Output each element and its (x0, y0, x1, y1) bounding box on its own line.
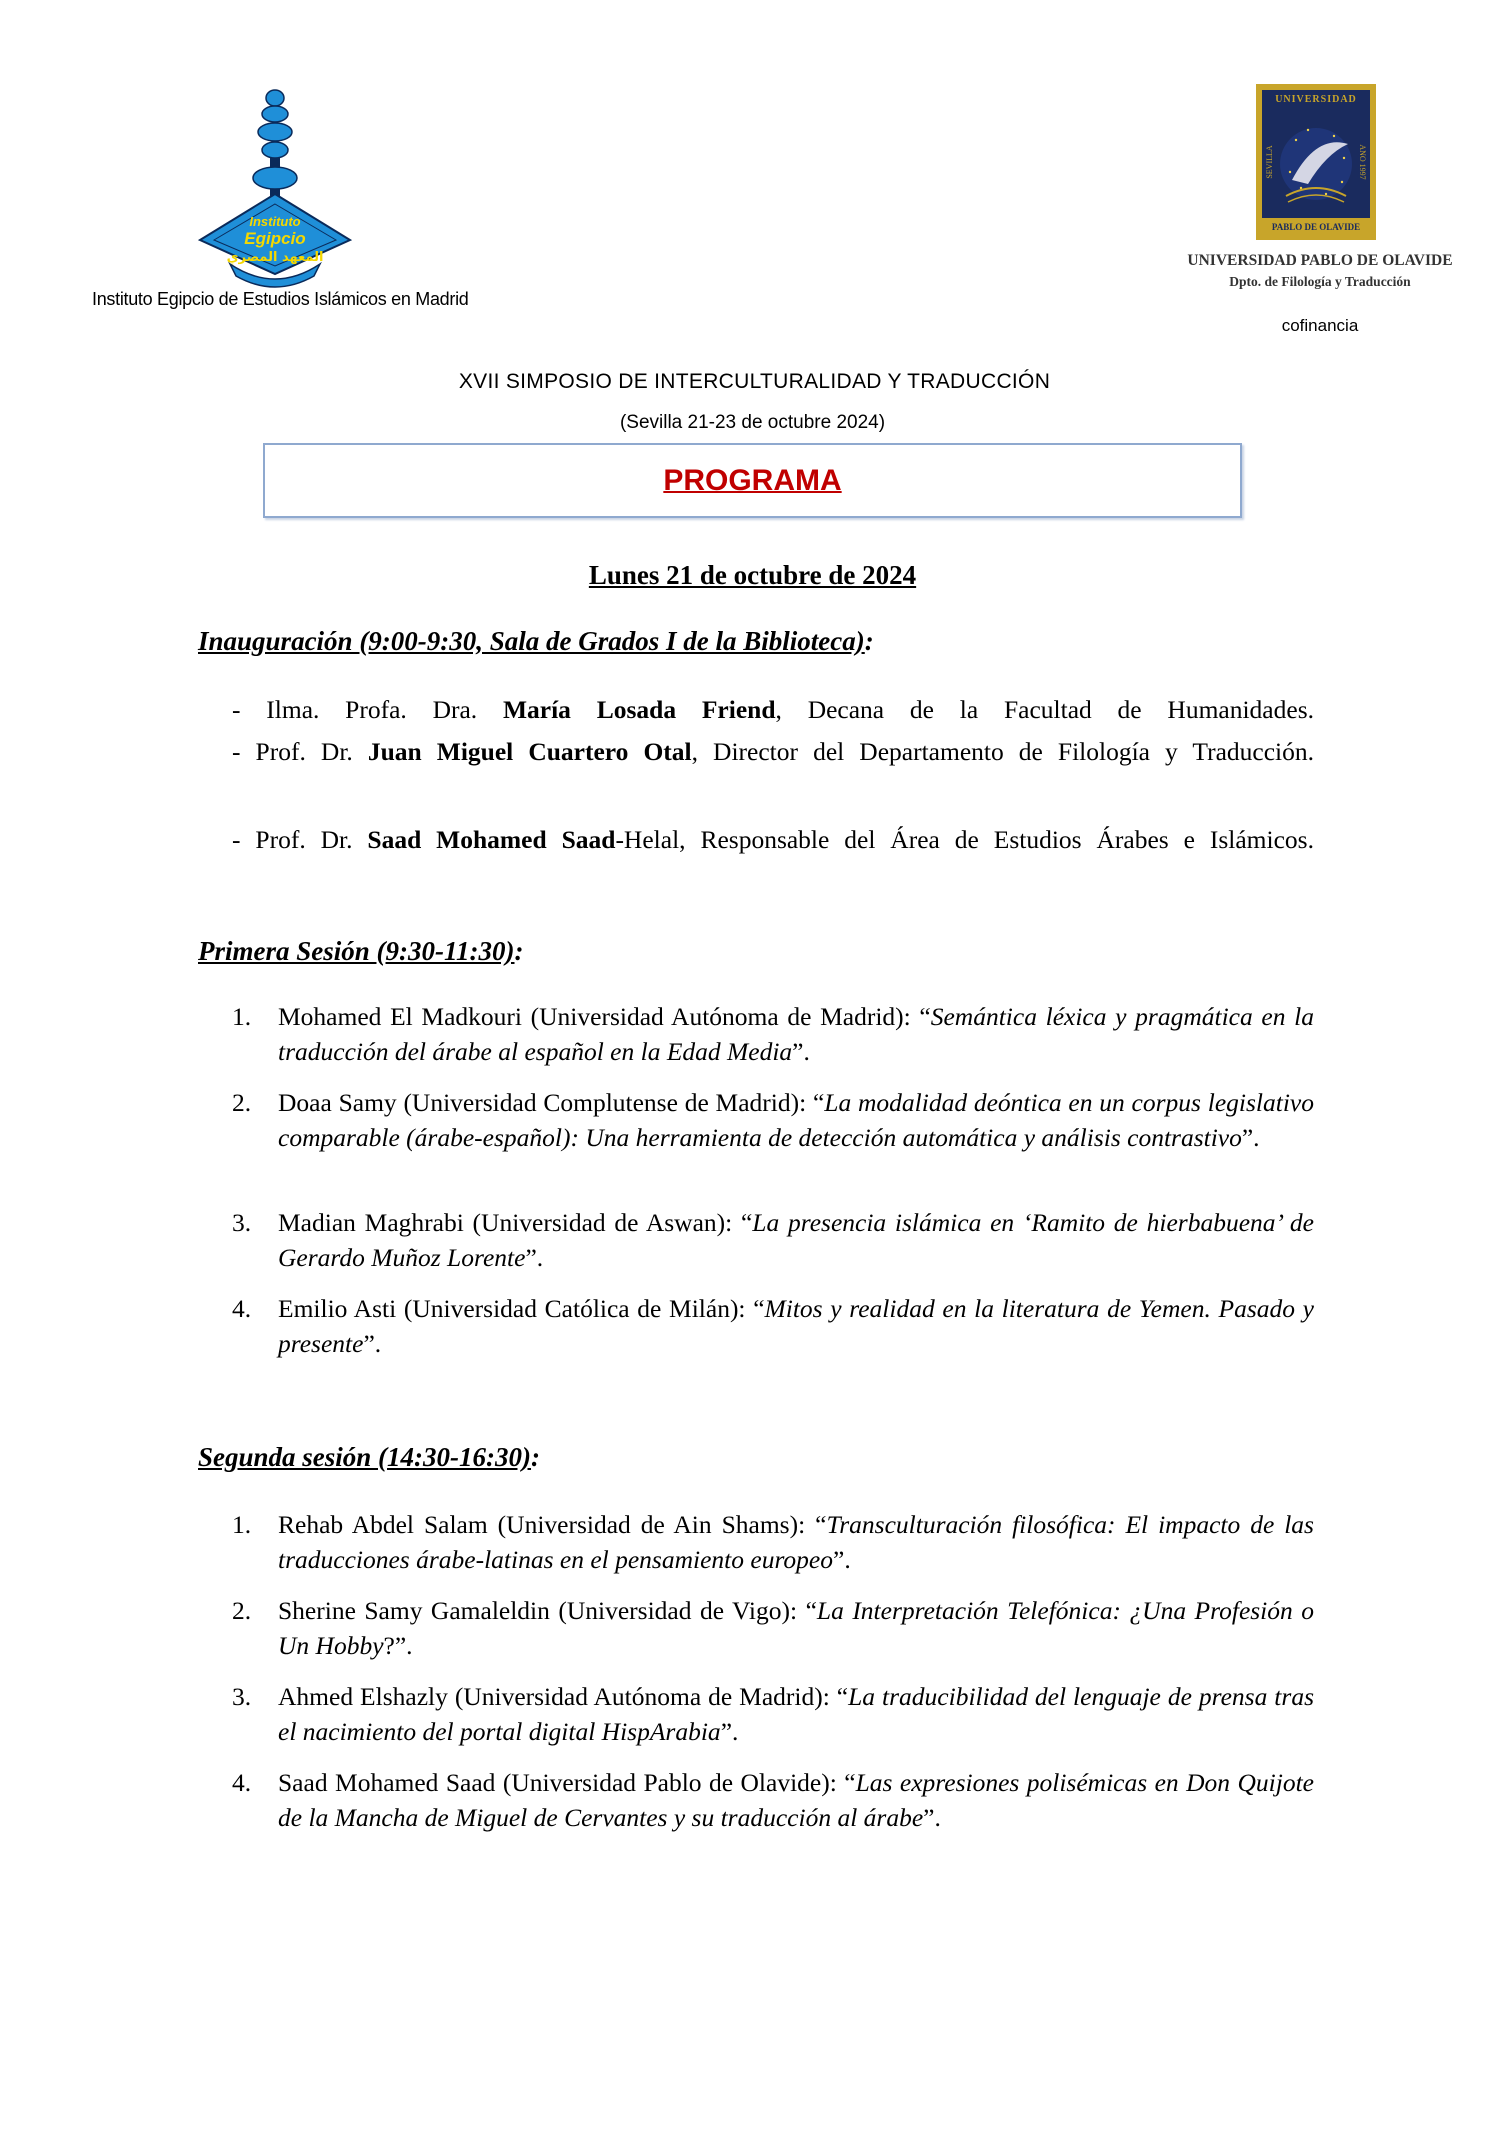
list-item-number: 2. (232, 1596, 252, 1625)
list-item-speaker: Sherine Samy Gamaleldin (Universidad de Vigo): “ (278, 1596, 817, 1625)
seal-text-pablo-de-olavide: PABLO DE OLAVIDE (1271, 222, 1361, 232)
list-item (232, 1508, 1314, 1577)
list-item-title: Mitos y realidad en la literatura de Yemen. Pasado y presente (278, 1294, 1314, 1358)
list-item-end: ”. (720, 1716, 739, 1746)
university-seal-icon (1256, 84, 1376, 240)
list-item (232, 1000, 1314, 1069)
list-item-speaker: Emilio Asti (Universidad Católica de Milán): “ (278, 1294, 765, 1323)
list-item (232, 1680, 1314, 1749)
seal-text-sevilla: SEVILLA (1265, 145, 1274, 179)
list-item-end: ”. (792, 1036, 810, 1066)
list-item (232, 1086, 1314, 1155)
list-item-title: Transculturación filosófica: El impacto de las traducciones árabe-latinas en el pensamiento europeo (278, 1510, 1314, 1574)
programa-title: PROGRAMA (663, 463, 842, 497)
segunda-sesion-heading (198, 1442, 540, 1473)
inauguration-item-prefix: - Prof. Dr. (232, 737, 368, 766)
list-item-end: ?”. (383, 1630, 413, 1660)
list-item-number: 4. (232, 1768, 252, 1797)
institute-caption: Instituto Egipcio de Estudios Islámicos en Madrid (92, 289, 469, 309)
day-title: Lunes 21 de octubre de 2024 (588, 560, 917, 590)
list-item-title: La Interpretación Telefónica: ¿Una Profesión o Un Hobby (278, 1596, 1314, 1660)
inauguration-heading (198, 626, 874, 657)
heading-colon: : (514, 936, 524, 966)
inauguration-item-role: , Director del Departamento de Filología y Traducción. (691, 737, 1314, 766)
inauguration-item-name: Saad Mohamed Saad (367, 825, 616, 854)
cofinancia-label: cofinancia (1281, 316, 1359, 335)
inauguration-heading-text: Inauguración (9:00-9:30, Sala de Grados I de la Biblioteca) (198, 626, 865, 656)
logo-text-egipcio: Egipcio (244, 229, 306, 248)
list-item-number: 4. (232, 1294, 252, 1323)
list-item-number: 1. (232, 1002, 252, 1031)
inauguration-item-name: María Losada Friend (502, 695, 776, 724)
list-item-title: La presencia islámica en ‘Ramito de hierbabuena’ de Gerardo Muñoz Lorente (278, 1208, 1314, 1272)
university-name: UNIVERSIDAD PABLO DE OLAVIDE (1187, 252, 1453, 269)
list-item-speaker: Rehab Abdel Salam (Universidad de Ain Shams): “ (278, 1510, 827, 1539)
inauguration-item-prefix: - Ilma. Profa. Dra. (232, 695, 503, 724)
list-item-end: ”. (833, 1544, 851, 1574)
seal-text-year: ANO 1997 (1358, 144, 1367, 180)
list-item-number: 2. (232, 1088, 252, 1117)
inauguration-item-role: , Responsable del Área de Estudios Árabes e Islámicos. (679, 825, 1314, 854)
list-item-title: La traducibilidad del lenguaje de prensa tras el nacimiento del portal digital HispArabia (278, 1682, 1314, 1746)
inauguration-item (232, 732, 1314, 812)
programa-box (263, 443, 1242, 518)
list-item-speaker: Doaa Samy (Universidad Complutense de Madrid): “ (278, 1088, 825, 1117)
list-item-end: ”. (525, 1242, 544, 1272)
list-item-number: 3. (232, 1682, 252, 1711)
inauguration-item-role: , Decana de la Facultad de Humanidades. (775, 695, 1314, 724)
list-item-speaker: Madian Maghrabi (Universidad de Aswan): “ (278, 1208, 753, 1237)
list-item-speaker: Saad Mohamed Saad (Universidad Pablo de Olavide): “ (278, 1768, 856, 1797)
egyptian-institute-logo-icon (190, 88, 360, 288)
list-item-title: Las expresiones polisémicas en Don Quijote de la Mancha de Miguel de Cervantes y su traducción al árabe (278, 1768, 1314, 1832)
list-item-end: ”. (363, 1328, 382, 1358)
inauguration-item-name-rest: -Helal (615, 825, 680, 854)
heading-colon: : (864, 626, 874, 656)
logo-text-arabic: المعهد المصري (226, 250, 324, 265)
logo-text-instituto: Instituto (249, 214, 301, 229)
list-item-title: Semántica léxica y pragmática en la traducción del árabe al español en la Edad Media (278, 1002, 1314, 1066)
list-item-end: ”. (923, 1802, 941, 1832)
seal-text-universidad: UNIVERSIDAD (1275, 94, 1357, 105)
list-item (232, 1206, 1314, 1275)
list-item (232, 1766, 1314, 1835)
primera-sesion-heading (198, 936, 524, 967)
symposium-dates: (Sevilla 21-23 de octubre 2024) (619, 412, 886, 433)
symposium-title: XVII SIMPOSIO DE INTERCULTURALIDAD Y TRADUCCIÓN (458, 370, 1051, 393)
inauguration-item-prefix: - Prof. Dr. (232, 825, 368, 854)
list-item-speaker: Ahmed Elshazly (Universidad Autónoma de Madrid): “ (278, 1682, 849, 1711)
primera-sesion-heading-text: Primera Sesión (9:30-11:30) (198, 936, 515, 966)
department-name: Dpto. de Filología y Traducción (1229, 274, 1411, 289)
list-item-number: 1. (232, 1510, 252, 1539)
list-item-number: 3. (232, 1208, 252, 1237)
heading-colon: : (531, 1442, 541, 1472)
list-item-speaker: Mohamed El Madkouri (Universidad Autónoma de Madrid): “ (278, 1002, 931, 1031)
segunda-sesion-heading-text: Segunda sesión (14:30-16:30) (198, 1442, 532, 1472)
list-item-title: La modalidad deóntica en un corpus legislativo comparable (árabe-español): Una herramienta de detección automática y análisis contrastivo (278, 1088, 1314, 1152)
list-item (232, 1594, 1314, 1663)
list-item-end: ”. (1241, 1122, 1260, 1152)
inauguration-item (232, 820, 1314, 900)
list-item (232, 1292, 1314, 1361)
inauguration-item-name: Juan Miguel Cuartero Otal (367, 737, 692, 766)
